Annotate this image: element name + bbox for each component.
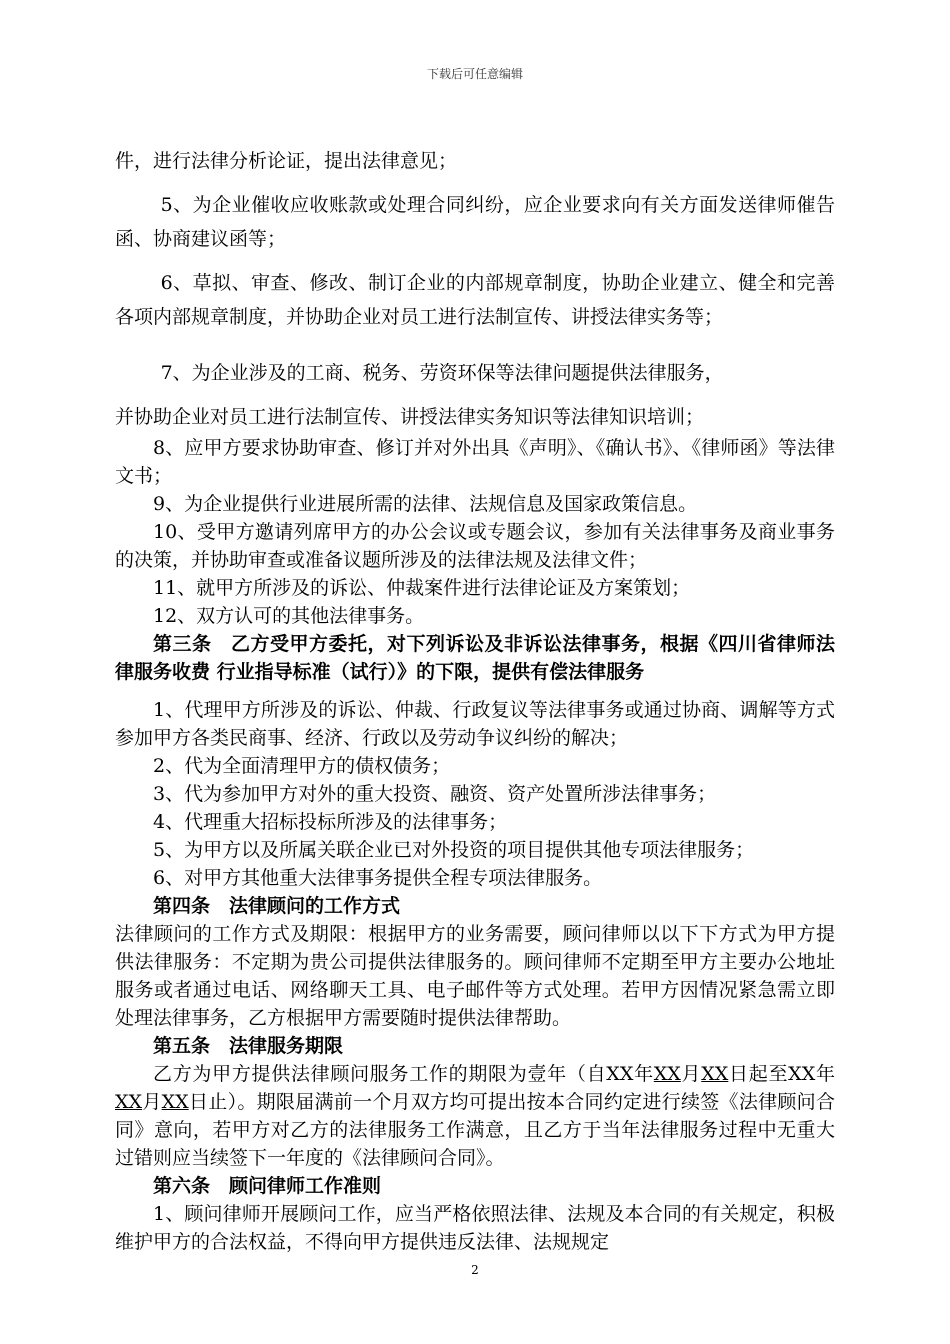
page-number: 2	[471, 1263, 479, 1277]
year-start: XX	[606, 1063, 634, 1085]
article-heading-3: 第三条 乙方受甲方委托，对下列诉讼及非诉讼法律事务，根据《四川省律师法律服务收费 行业指导标准（试行）》的下限，提供有偿法律服务	[115, 633, 835, 683]
paragraph: 1、顾问律师开展顾问工作，应当严格依照法律、法规及本合同的有关规定，积极维护甲方的合法权益，不得向甲方提供违反法律、法规规定	[115, 1203, 835, 1253]
day-start: XX	[701, 1063, 729, 1085]
text-run: 年	[815, 1063, 835, 1085]
paragraph: 4、代理重大招标投标所涉及的法律事务；	[153, 811, 508, 833]
document-body	[115, 144, 835, 1256]
paragraph: 5、为甲方以及所属关联企业已对外投资的项目提供其他专项法律服务；	[153, 839, 755, 861]
text-run: 年	[633, 1063, 654, 1085]
paragraph: 3、代为参加甲方对外的重大投资、融资、资产处置所涉法律事务；	[153, 783, 717, 805]
paragraph: 9、为企业提供行业进展所需的法律、法规信息及国家政策信息。	[153, 493, 698, 515]
paragraph: 11、就甲方所涉及的诉讼、仲裁案件进行法律论证及方案策划；	[153, 577, 691, 599]
year-end: XX	[788, 1063, 816, 1085]
text-run: 日起至	[728, 1063, 789, 1085]
paragraph: 1、代理甲方所涉及的诉讼、仲裁、行政复议等法律事务或通过协商、调解等方式参加甲方各类民商事、经济、行政以及劳动争议纠纷的解决；	[115, 699, 835, 749]
paragraph: 10、受甲方邀请列席甲方的办公会议或专题会议，参加有关法律事务及商业事务的决策，并协助审查或准备议题所涉及的法律法规及法律文件；	[115, 521, 835, 571]
article-heading-4: 第四条 法律顾问的工作方式	[153, 895, 401, 917]
text-run: 乙方为甲方提供法律顾问服务工作的期限为壹年（自	[153, 1063, 607, 1085]
month-end: XX	[115, 1091, 143, 1113]
paragraph: 7、为企业涉及的工商、税务、劳资环保等法律问题提供法律服务，	[160, 362, 724, 384]
paragraph: 12、双方认可的其他法律事务。	[153, 605, 425, 627]
paragraph: 件，进行法律分析论证，提出法律意见；	[115, 150, 458, 172]
text-run: 月	[142, 1091, 162, 1113]
month-start: XX	[653, 1063, 681, 1085]
text-run: 月	[680, 1063, 702, 1085]
text-run: 日止）。期限届满前一个月双方均可提出按本合同约定进行续签《法律顾问合同》意向，若甲方对乙方的法律服务工作满意，且乙方于当年法律服务过程中无重大过错则应当续签下一年度的《法律顾问合同》。	[115, 1091, 835, 1169]
paragraph: 并协助企业对员工进行法制宣传、讲授法律实务知识等法律知识培训；	[115, 406, 705, 428]
paragraph: 2、代为全面清理甲方的债权债务；	[153, 755, 451, 777]
page-header-note: 下载后可任意编辑	[426, 67, 523, 81]
article-heading-6: 第六条 顾问律师工作准则	[153, 1175, 382, 1197]
paragraph: 法律顾问的工作方式及期限：根据甲方的业务需要，顾问律师以以下下方式为甲方提供法律服务：不定期为贵公司提供法律服务的。顾问律师不定期至甲方主要办公地址服务或者通过电话、网络聊天工具、电子邮件等方式处理。若甲方因情况紧急需立即处理法律事务，乙方根据甲方需要随时提供法律帮助。	[115, 923, 835, 1029]
paragraph: 6、对甲方其他重大法律事务提供全程专项法律服务。	[153, 867, 603, 889]
paragraph: 8、应甲方要求协助审查、修订并对外出具《声明》、《确认书》、《律师函》等法律文书；	[115, 437, 835, 487]
service-term-paragraph	[115, 1060, 835, 1172]
paragraph: 5、为企业催收应收账款或处理合同纠纷，应企业要求向有关方面发送律师催告函、协商建议函等；	[115, 194, 835, 250]
day-end: XX	[161, 1091, 189, 1113]
paragraph: 6、草拟、审查、修改、制订企业的内部规章制度，协助企业建立、健全和完善各项内部规章制度，并协助企业对员工进行法制宣传、讲授法律实务等；	[115, 272, 835, 328]
article-heading-5: 第五条 法律服务期限	[153, 1035, 344, 1057]
